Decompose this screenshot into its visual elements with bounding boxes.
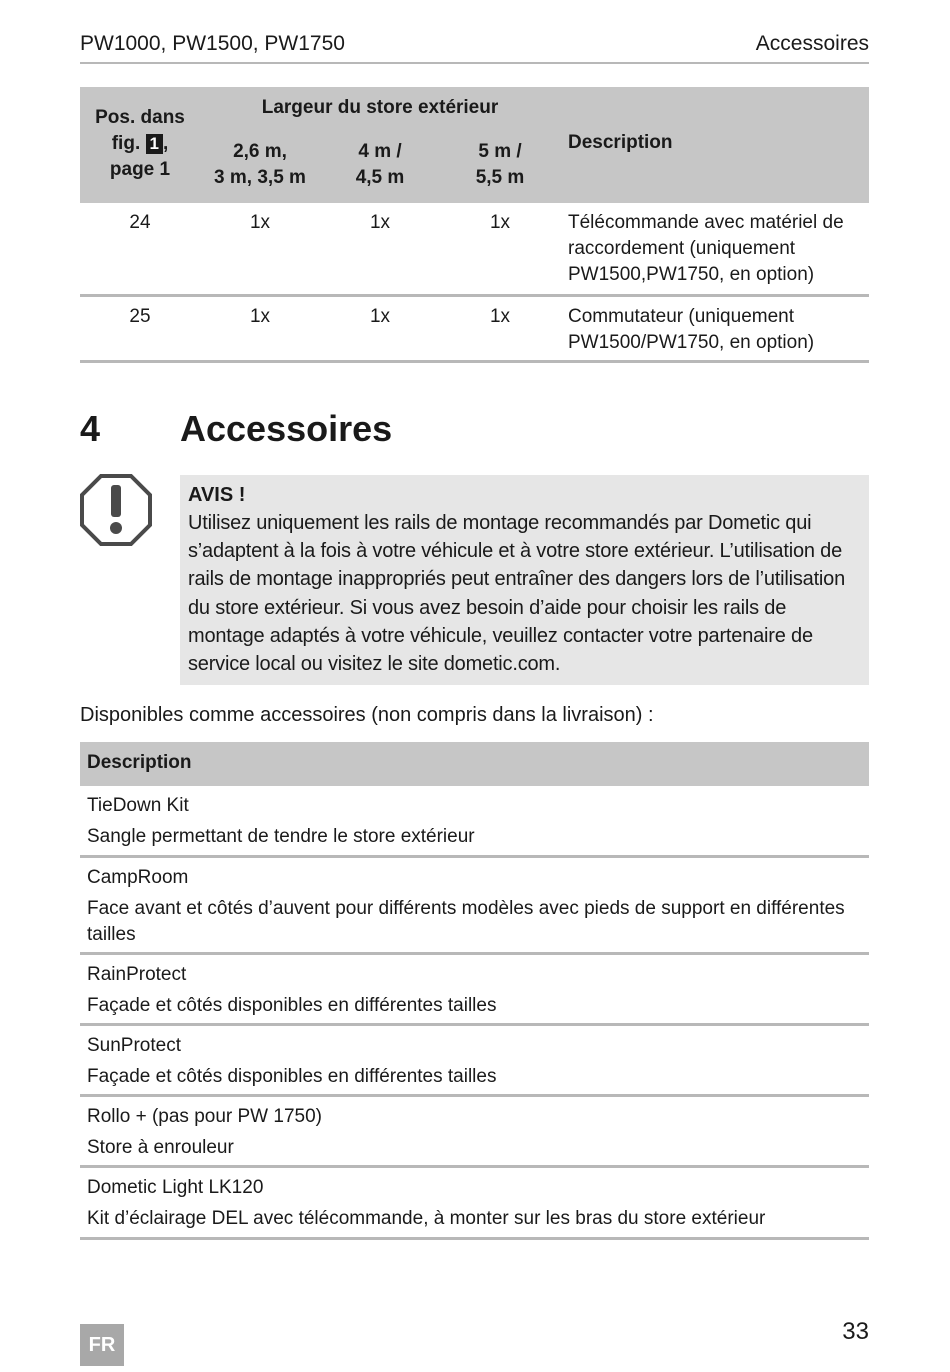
cell-w2: 1x <box>369 306 391 327</box>
notice-body: Utilisez uniquement les rails de montage recommandés par Dometic qui s’adaptent à la fois à votre véhicule et à votre store extérieur. L’utilisation de rails de montage inappropriés peut entraîner des dangers lors de l’utilisation du store extérieur. Si vous avez besoin d’aide pour choisir les rails de montage adaptés à votre véhicule, veuillez contacter votre partenaire de service local ou visitez le site dometic.com. <box>188 512 846 676</box>
language-badge: FR <box>80 1324 124 1366</box>
list-item <box>80 1097 869 1168</box>
table-row <box>80 203 869 297</box>
header-models: PW1000, PW1500, PW1750 <box>80 32 345 55</box>
page-header <box>80 30 869 64</box>
cell-w1: 1x <box>249 306 271 327</box>
warning-exclamation-octagon-icon <box>80 474 152 546</box>
accessories-table <box>80 742 869 1240</box>
col-header-pos: Pos. dans fig. 1 , page 1 <box>95 107 185 180</box>
accessory-name: RainProtect <box>87 964 187 985</box>
accessory-name: Dometic Light LK120 <box>87 1177 264 1198</box>
col-header-width-1: 2,6 m, 3 m, 3,5 m <box>214 141 306 188</box>
accessory-name: Rollo + (pas pour PW 1750) <box>87 1106 322 1127</box>
accessory-description: Façade et côtés disponibles en différentes tailles <box>87 995 497 1016</box>
parts-table <box>80 87 869 363</box>
col-header-width-3: 5 m / 5,5 m <box>475 141 525 188</box>
list-item <box>80 858 869 955</box>
list-item <box>80 1026 869 1097</box>
col-header-width-group: Largeur du store extérieur <box>261 97 499 118</box>
accessory-name: CampRoom <box>87 867 189 888</box>
col-header-width-2: 4 m / 4,5 m <box>355 141 405 188</box>
accessories-table-header: Description <box>80 742 869 786</box>
accessory-description: Store à enrouleur <box>87 1137 234 1158</box>
cell-w1: 1x <box>249 212 271 233</box>
cell-w2: 1x <box>369 212 391 233</box>
section-title: Accessoires <box>180 408 393 449</box>
accessory-description: Façade et côtés disponibles en différentes tailles <box>87 1066 497 1087</box>
accessories-intro: Disponibles comme accessoires (non compris dans la livraison) : <box>80 704 654 726</box>
cell-w3: 1x <box>489 212 511 233</box>
parts-table-header <box>80 87 869 203</box>
list-item <box>80 955 869 1026</box>
accessory-name: TieDown Kit <box>87 795 189 816</box>
cell-description: Télécommande avec matériel de raccordement (uniquement PW1500,PW1750, en option) <box>568 212 844 285</box>
accessory-name: SunProtect <box>87 1035 181 1056</box>
list-item <box>80 1168 869 1240</box>
table-row <box>80 297 869 363</box>
list-item <box>80 786 869 858</box>
section-number: 4 <box>80 408 101 449</box>
figure-number-badge: 1 <box>146 134 163 154</box>
accessory-description: Kit d’éclairage DEL avec télécommande, à monter sur les bras du store extérieur <box>87 1208 766 1229</box>
notice-box <box>180 475 869 685</box>
col-header-description: Description <box>568 132 673 153</box>
header-section: Accessoires <box>755 32 869 55</box>
cell-description: Commutateur (uniquement PW1500/PW1750, en option) <box>568 306 815 353</box>
accessory-description: Sangle permettant de tendre le store extérieur <box>87 826 475 847</box>
page-number: 33 <box>842 1318 869 1345</box>
accessory-description: Face avant et côtés d’auvent pour différents modèles avec pieds de support en différentes tailles <box>87 898 845 945</box>
cell-pos: 24 <box>129 212 151 233</box>
cell-pos: 25 <box>129 306 151 327</box>
cell-w3: 1x <box>489 306 511 327</box>
notice-title: AVIS ! <box>188 484 246 506</box>
